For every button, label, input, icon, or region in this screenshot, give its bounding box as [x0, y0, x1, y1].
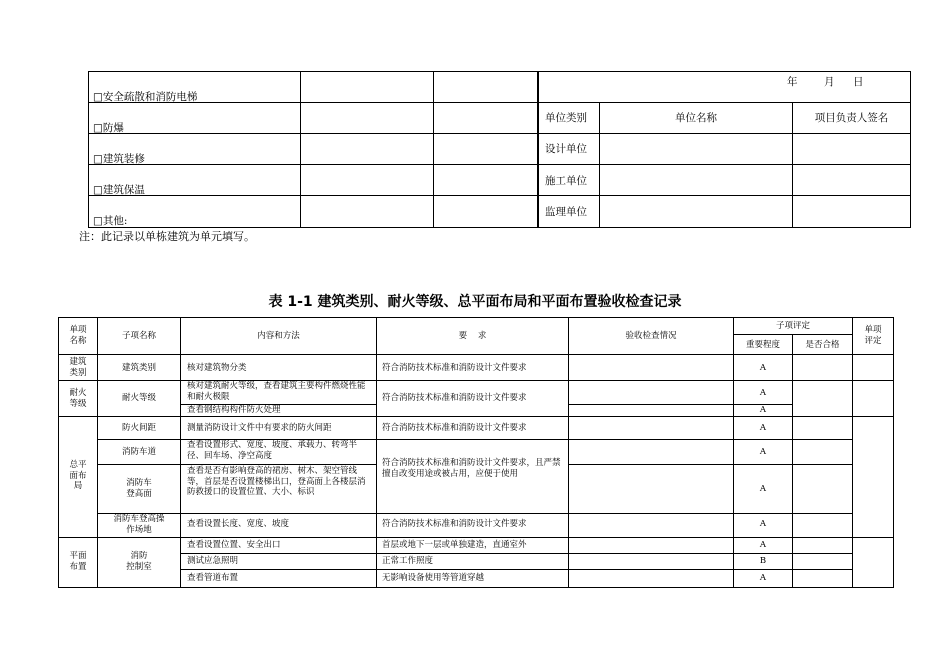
header-sub-eval: 子项评定 [775, 321, 810, 331]
importance-4: A [759, 423, 767, 433]
header-content: 内容和方法 [257, 331, 300, 341]
requirement-5: 符合消防技术标准和消防设计文件要求 [382, 519, 527, 529]
importance-2: A [759, 388, 767, 398]
unit-design: 设计单位 [545, 143, 587, 155]
requirement-3: 符合消防技术标准和消防设计文件要求 [382, 423, 527, 433]
header-signer: 项目负责人签名 [814, 112, 889, 124]
header-check: 验收检查情况 [625, 331, 677, 341]
unit-construction: 施工单位 [545, 175, 587, 187]
importance-6: A [759, 484, 767, 494]
content-3: 查看钢结构构件防火处理 [187, 405, 281, 415]
date-year: 年 [787, 76, 798, 88]
importance-10: A [759, 573, 767, 583]
header-pass: 是否合格 [805, 340, 840, 350]
content-6: 查看是否有影响登高的裙房、树木、架空管线等，首层是否设置楼梯出口，登高面上各楼层消防救援口的设置位置、大小、标识 [187, 466, 366, 497]
importance-3: A [759, 405, 767, 415]
date-month: 月 [824, 76, 835, 88]
requirement-4: 符合消防技术标准和消防设计文件要求，且严禁擅自改变用途或被占用，应便于使用 [382, 458, 561, 479]
content-5: 查看设置形式、宽度、坡度、承载力、转弯半径、回车场、净空高度 [187, 440, 358, 461]
sub-climbing-face: 消防车 登高面 [126, 478, 152, 499]
sub-fire-rating: 耐火等级 [121, 393, 156, 403]
content-1: 核对建筑物分类 [187, 363, 247, 373]
table-title: 表 1-1 建筑类别、耐火等级、总平面布局和平面布置验收检查记录 [268, 294, 682, 310]
group-building-category: 建筑 类别 [69, 357, 87, 378]
item-decoration: □建筑装修 [93, 153, 145, 165]
header-unit-type: 单位类别 [545, 112, 587, 124]
note: 注：此记录以单栋建筑为单元填写。 [79, 230, 255, 243]
group-floor-layout: 平面 布置 [69, 551, 87, 572]
importance-8: A [759, 540, 767, 550]
requirement-8: 无影响设备使用等管道穿越 [382, 573, 485, 583]
importance-9: B [759, 556, 767, 566]
group-site-layout: 总平 面布 局 [69, 460, 87, 491]
header-sub-name: 子项名称 [121, 331, 156, 341]
item-other: □其他: [93, 215, 128, 227]
requirement-1: 符合消防技术标准和消防设计文件要求 [382, 363, 527, 373]
unit-supervision: 监理单位 [545, 206, 587, 218]
importance-5: A [759, 447, 767, 457]
sub-fire-lane: 消防车道 [121, 447, 156, 457]
header-item-name: 单项 名称 [69, 325, 87, 346]
group-fire-rating: 耐火 等级 [69, 388, 87, 409]
header-importance: 重要程度 [745, 340, 780, 350]
content-10: 查看管道布置 [187, 573, 239, 583]
content-7: 查看设置长度、宽度、坡度 [187, 519, 290, 529]
content-2: 核对建筑耐火等级，查看建筑主要构件燃烧性能和耐火极限 [187, 381, 366, 402]
item-insulation: □建筑保温 [93, 184, 145, 196]
content-4: 测量消防设计文件中有要求的防火间距 [187, 423, 332, 433]
date-day: 日 [853, 76, 864, 88]
sub-building-category: 建筑类别 [121, 363, 156, 373]
sub-control-room: 消防 控制室 [126, 551, 152, 572]
sub-climbing-site: 消防车登高操 作场地 [113, 514, 165, 535]
requirement-2: 符合消防技术标准和消防设计文件要求 [382, 393, 527, 403]
item-explosion: □防爆 [93, 122, 124, 134]
header-unit-name: 单位名称 [675, 112, 717, 124]
requirement-7: 正常工作照度 [382, 556, 434, 566]
content-9: 测试应急照明 [187, 556, 239, 566]
importance-1: A [759, 363, 767, 373]
header-requirement: 要 求 [458, 331, 487, 341]
content-8: 查看设置位置、安全出口 [187, 540, 281, 550]
requirement-6: 首层或地下一层或单独建造，直通室外 [382, 540, 527, 550]
sub-fire-distance: 防火间距 [121, 423, 156, 433]
importance-7: A [759, 519, 767, 529]
header-item-eval: 单项 评定 [864, 325, 882, 346]
item-evacuation: □安全疏散和消防电梯 [93, 91, 198, 103]
